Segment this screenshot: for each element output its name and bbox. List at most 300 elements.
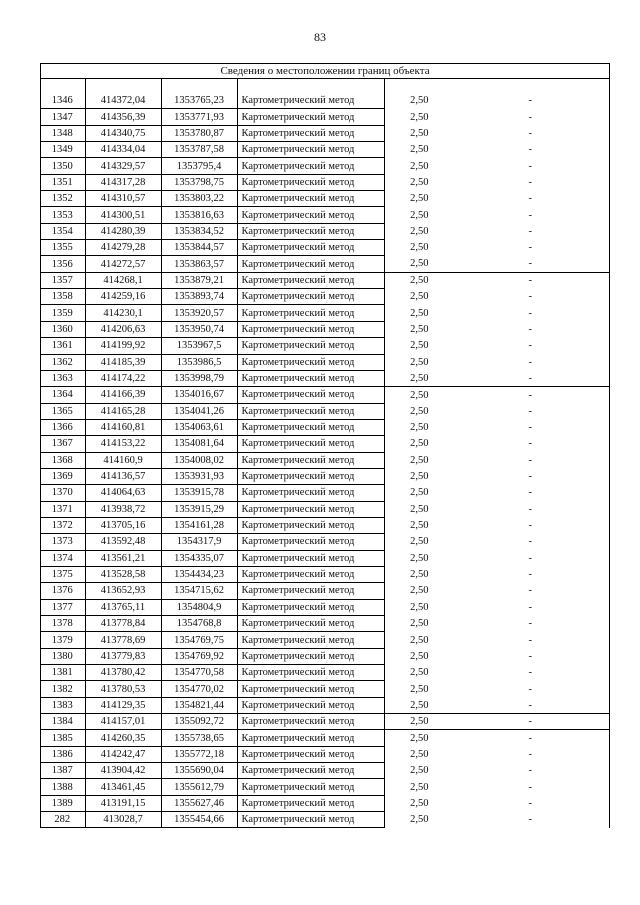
cell-coord-x: 414157,01	[85, 714, 161, 730]
cell-method: Картометрический метод	[237, 354, 384, 370]
cell-method: Картометрический метод	[237, 566, 384, 582]
cell-method: Картометрический метод	[237, 681, 384, 697]
cell-method: Картометрический метод	[237, 697, 384, 713]
cell-point-number: 1372	[40, 517, 85, 533]
cell-method: Картометрический метод	[237, 338, 384, 354]
cell-method: Картометрический метод	[237, 174, 384, 190]
table-row	[40, 583, 610, 599]
cell-accuracy: 2,50	[410, 225, 429, 237]
cell-coord-x: 414372,04	[85, 93, 161, 109]
cell-note: -	[528, 291, 533, 303]
cell-point-number: 1373	[40, 534, 85, 550]
table-row	[40, 665, 610, 681]
cell-point-number: 1369	[40, 468, 85, 484]
cell-method: Картометрический метод	[237, 158, 384, 174]
table-row	[40, 321, 610, 337]
cell-coord-y: 1354770,02	[161, 681, 237, 697]
cell-accuracy: 2,50	[410, 814, 429, 826]
cell-note: -	[528, 111, 533, 123]
cell-note: -	[444, 714, 610, 730]
cell-accuracy: 2,50	[384, 697, 444, 713]
cell-coord-x: 414242,47	[85, 746, 161, 762]
table-row	[40, 354, 610, 370]
cell-note: -	[528, 95, 533, 107]
cell-point-number: 1389	[40, 795, 85, 811]
table-row	[40, 746, 610, 762]
cell-method: Картометрический метод	[237, 648, 384, 664]
table-row	[40, 779, 610, 795]
cell-coord-x: 414272,57	[85, 256, 161, 272]
cell-method: Картометрический метод	[237, 599, 384, 615]
cell-coord-y: 1355092,72	[161, 714, 237, 730]
table-row	[40, 338, 610, 354]
cell-method: Картометрический метод	[237, 207, 384, 223]
table-row	[40, 599, 610, 615]
cell-accuracy: 2,50	[410, 552, 429, 564]
cell-coord-x: 414259,16	[85, 289, 161, 305]
cell-note: -	[528, 405, 533, 417]
table-row	[40, 681, 610, 697]
cell-method: Картометрический метод	[237, 419, 384, 435]
cell-point-number: 1382	[40, 681, 85, 697]
cell-coord-y: 1353795,4	[161, 158, 237, 174]
table-row	[40, 256, 610, 272]
cell-coord-y: 1355627,46	[161, 795, 237, 811]
cell-accuracy: 2,50	[410, 601, 429, 613]
boundary-table-container	[40, 63, 610, 828]
cell-method: Картометрический метод	[237, 436, 384, 452]
cell-method: Картометрический метод	[237, 665, 384, 681]
cell-method: Картометрический метод	[237, 93, 384, 109]
table-spacer-row	[40, 79, 610, 94]
cell-note: -	[528, 471, 533, 483]
cell-method: Картометрический метод	[237, 517, 384, 533]
cell-point-number: 1366	[40, 419, 85, 435]
cell-note: -	[528, 748, 533, 760]
cell-coord-x: 414160,9	[85, 452, 161, 468]
cell-note: -	[528, 667, 533, 679]
cell-note: -	[528, 634, 533, 646]
cell-accuracy: 2,50	[410, 291, 429, 303]
cell-note: -	[528, 487, 533, 499]
cell-coord-x: 413461,45	[85, 779, 161, 795]
cell-accuracy: 2,50	[384, 256, 444, 272]
cell-coord-y: 1353863,57	[161, 256, 237, 272]
cell-note: -	[528, 225, 533, 237]
cell-accuracy: 2,50	[384, 370, 444, 386]
cell-accuracy: 2,50	[410, 389, 429, 401]
cell-coord-x: 414206,63	[85, 321, 161, 337]
table-row	[40, 501, 610, 517]
cell-note: -	[528, 144, 533, 156]
cell-coord-y: 1355612,79	[161, 779, 237, 795]
table-row	[40, 730, 610, 746]
cell-accuracy: 2,50	[410, 618, 429, 630]
cell-coord-x: 413705,16	[85, 517, 161, 533]
cell-method: Картометрический метод	[237, 583, 384, 599]
cell-coord-y: 1353780,87	[161, 125, 237, 141]
cell-point-number: 1374	[40, 550, 85, 566]
cell-coord-x: 413904,42	[85, 763, 161, 779]
cell-note: -	[528, 356, 533, 368]
table-row	[40, 125, 610, 141]
cell-note: -	[528, 552, 533, 564]
cell-coord-x: 414160,81	[85, 419, 161, 435]
cell-point-number: 1354	[40, 223, 85, 239]
cell-point-number: 1385	[40, 730, 85, 746]
cell-note: -	[528, 732, 533, 744]
table-row	[40, 109, 610, 125]
cell-coord-y: 1353816,63	[161, 207, 237, 223]
cell-coord-x: 414300,51	[85, 207, 161, 223]
cell-coord-x: 413778,69	[85, 632, 161, 648]
cell-method: Картометрический метод	[237, 501, 384, 517]
table-row	[40, 436, 610, 452]
table-row	[40, 795, 610, 811]
cell-coord-y: 1353787,58	[161, 142, 237, 158]
table-title: Сведения о местоположении границ объекта	[40, 64, 610, 79]
cell-coord-y: 1354768,8	[161, 616, 237, 632]
cell-point-number: 1376	[40, 583, 85, 599]
cell-point-number: 1347	[40, 109, 85, 125]
table-row	[40, 763, 610, 779]
table-row	[40, 191, 610, 207]
cell-point-number: 1378	[40, 616, 85, 632]
cell-point-number: 1384	[40, 714, 85, 730]
cell-method: Картометрический метод	[237, 125, 384, 141]
cell-accuracy: 2,50	[410, 340, 429, 352]
cell-point-number: 1368	[40, 452, 85, 468]
cell-method: Картометрический метод	[237, 485, 384, 501]
cell-coord-x: 414310,57	[85, 191, 161, 207]
cell-point-number: 1367	[40, 436, 85, 452]
cell-method: Картометрический метод	[237, 272, 384, 288]
cell-point-number: 1388	[40, 779, 85, 795]
cell-point-number: 1352	[40, 191, 85, 207]
cell-note: -	[528, 683, 533, 695]
cell-note: -	[528, 814, 533, 826]
cell-note: -	[528, 585, 533, 597]
cell-method: Картометрический метод	[237, 321, 384, 337]
cell-coord-y: 1354434,23	[161, 566, 237, 582]
cell-accuracy: 2,50	[410, 650, 429, 662]
cell-point-number: 1359	[40, 305, 85, 321]
table-row	[40, 632, 610, 648]
cell-method: Картометрический метод	[237, 763, 384, 779]
cell-accuracy: 2,50	[410, 127, 429, 139]
cell-coord-y: 1353834,52	[161, 223, 237, 239]
cell-method: Картометрический метод	[237, 191, 384, 207]
cell-note: -	[528, 569, 533, 581]
cell-point-number: 1363	[40, 370, 85, 386]
table-row	[40, 93, 610, 109]
cell-coord-y: 1353844,57	[161, 240, 237, 256]
cell-coord-x: 414334,04	[85, 142, 161, 158]
cell-point-number: 1375	[40, 566, 85, 582]
cell-coord-y: 1354770,58	[161, 665, 237, 681]
cell-coord-y: 1353998,79	[161, 370, 237, 386]
cell-coord-y: 1354335,07	[161, 550, 237, 566]
cell-accuracy: 2,50	[410, 275, 429, 287]
cell-accuracy: 2,50	[384, 714, 444, 730]
cell-method: Картометрический метод	[237, 403, 384, 419]
table-row	[40, 207, 610, 223]
page-number: 83	[314, 30, 326, 44]
cell-method: Картометрический метод	[237, 468, 384, 484]
cell-point-number: 1387	[40, 763, 85, 779]
cell-note: -	[528, 797, 533, 809]
table-row	[40, 289, 610, 305]
boundary-coordinates-table	[40, 63, 610, 828]
cell-method: Картометрический метод	[237, 812, 384, 828]
cell-note: -	[528, 340, 533, 352]
cell-coord-x: 414153,22	[85, 436, 161, 452]
table-row	[40, 534, 610, 550]
cell-coord-y: 1355454,66	[161, 812, 237, 828]
cell-method: Картометрический метод	[237, 109, 384, 125]
cell-point-number: 1346	[40, 93, 85, 109]
cell-point-number: 1357	[40, 272, 85, 288]
cell-accuracy: 2,50	[410, 405, 429, 417]
cell-accuracy: 2,50	[410, 487, 429, 499]
cell-method: Картометрический метод	[237, 223, 384, 239]
cell-note: -	[528, 160, 533, 172]
table-row	[40, 697, 610, 713]
cell-point-number: 282	[40, 812, 85, 828]
table-row	[40, 468, 610, 484]
cell-accuracy: 2,50	[410, 242, 429, 254]
cell-coord-y: 1353950,74	[161, 321, 237, 337]
cell-accuracy: 2,50	[410, 503, 429, 515]
cell-method: Картометрический метод	[237, 289, 384, 305]
cell-coord-x: 414340,75	[85, 125, 161, 141]
cell-accuracy: 2,50	[410, 732, 429, 744]
table-row	[40, 616, 610, 632]
cell-coord-y: 1353967,5	[161, 338, 237, 354]
cell-accuracy: 2,50	[410, 144, 429, 156]
cell-accuracy: 2,50	[410, 536, 429, 548]
table-row	[40, 714, 610, 730]
cell-point-number: 1350	[40, 158, 85, 174]
cell-note: -	[528, 781, 533, 793]
cell-note: -	[528, 520, 533, 532]
cell-coord-x: 414317,28	[85, 174, 161, 190]
cell-note: -	[528, 275, 533, 287]
table-row	[40, 223, 610, 239]
cell-note: -	[528, 323, 533, 335]
cell-accuracy: 2,50	[410, 585, 429, 597]
cell-coord-x: 413938,72	[85, 501, 161, 517]
cell-note: -	[528, 307, 533, 319]
cell-coord-x: 414165,28	[85, 403, 161, 419]
table-row	[40, 419, 610, 435]
cell-coord-x: 413528,58	[85, 566, 161, 582]
cell-method: Картометрический метод	[237, 795, 384, 811]
table-row	[40, 403, 610, 419]
cell-coord-y: 1355738,65	[161, 730, 237, 746]
cell-accuracy: 2,50	[410, 748, 429, 760]
cell-point-number: 1355	[40, 240, 85, 256]
cell-coord-y: 1354063,61	[161, 419, 237, 435]
cell-coord-x: 413191,15	[85, 795, 161, 811]
cell-method: Картометрический метод	[237, 142, 384, 158]
table-row	[40, 566, 610, 582]
cell-coord-x: 413592,48	[85, 534, 161, 550]
cell-coord-x: 414129,35	[85, 697, 161, 713]
cell-accuracy: 2,50	[410, 667, 429, 679]
cell-method: Картометрический метод	[237, 452, 384, 468]
cell-method: Картометрический метод	[237, 779, 384, 795]
cell-coord-y: 1353803,22	[161, 191, 237, 207]
table-row	[40, 142, 610, 158]
cell-coord-y: 1354081,64	[161, 436, 237, 452]
cell-coord-x: 414185,39	[85, 354, 161, 370]
cell-coord-x: 414230,1	[85, 305, 161, 321]
cell-accuracy: 2,50	[410, 422, 429, 434]
cell-point-number: 1362	[40, 354, 85, 370]
cell-note: -	[528, 618, 533, 630]
cell-point-number: 1356	[40, 256, 85, 272]
cell-point-number: 1377	[40, 599, 85, 615]
cell-accuracy: 2,50	[410, 471, 429, 483]
cell-point-number: 1348	[40, 125, 85, 141]
cell-note: -	[528, 422, 533, 434]
cell-accuracy: 2,50	[410, 323, 429, 335]
table-row	[40, 370, 610, 386]
table-row	[40, 812, 610, 828]
cell-method: Картометрический метод	[237, 387, 384, 403]
table-row	[40, 550, 610, 566]
table-body	[40, 79, 610, 828]
cell-point-number: 1351	[40, 174, 85, 190]
cell-coord-x: 413779,83	[85, 648, 161, 664]
cell-method: Картометрический метод	[237, 746, 384, 762]
cell-point-number: 1358	[40, 289, 85, 305]
cell-note: -	[528, 242, 533, 254]
cell-method: Картометрический метод	[237, 632, 384, 648]
cell-point-number: 1365	[40, 403, 85, 419]
cell-point-number: 1370	[40, 485, 85, 501]
cell-accuracy: 2,50	[410, 160, 429, 172]
cell-point-number: 1361	[40, 338, 85, 354]
cell-coord-y: 1353986,5	[161, 354, 237, 370]
cell-coord-y: 1354715,62	[161, 583, 237, 599]
cell-coord-y: 1353915,29	[161, 501, 237, 517]
cell-coord-x: 414329,57	[85, 158, 161, 174]
cell-note: -	[528, 454, 533, 466]
cell-coord-y: 1353765,23	[161, 93, 237, 109]
cell-accuracy: 2,50	[410, 209, 429, 221]
cell-accuracy: 2,50	[410, 797, 429, 809]
cell-method: Картометрический метод	[237, 240, 384, 256]
table-row	[40, 387, 610, 403]
cell-method: Картометрический метод	[237, 730, 384, 746]
cell-accuracy: 2,50	[410, 111, 429, 123]
cell-accuracy: 2,50	[410, 307, 429, 319]
cell-note: -	[528, 536, 533, 548]
cell-accuracy: 2,50	[410, 683, 429, 695]
cell-point-number: 1349	[40, 142, 85, 158]
cell-method: Картометрический метод	[237, 534, 384, 550]
cell-note: -	[528, 650, 533, 662]
cell-coord-x: 414166,39	[85, 387, 161, 403]
cell-note: -	[528, 601, 533, 613]
cell-note: -	[528, 127, 533, 139]
cell-point-number: 1386	[40, 746, 85, 762]
cell-point-number: 1364	[40, 387, 85, 403]
cell-accuracy: 2,50	[410, 438, 429, 450]
cell-coord-x: 413765,11	[85, 599, 161, 615]
cell-point-number: 1383	[40, 697, 85, 713]
cell-coord-y: 1355690,04	[161, 763, 237, 779]
table-row	[40, 485, 610, 501]
cell-point-number: 1381	[40, 665, 85, 681]
cell-coord-x: 414280,39	[85, 223, 161, 239]
cell-coord-y: 1353915,78	[161, 485, 237, 501]
cell-note: -	[444, 370, 610, 386]
cell-accuracy: 2,50	[410, 569, 429, 581]
cell-method: Картометрический метод	[237, 370, 384, 386]
cell-accuracy: 2,50	[410, 176, 429, 188]
cell-coord-y: 1353771,93	[161, 109, 237, 125]
cell-coord-x: 414174,22	[85, 370, 161, 386]
cell-point-number: 1371	[40, 501, 85, 517]
cell-coord-y: 1354769,92	[161, 648, 237, 664]
table-row	[40, 158, 610, 174]
cell-method: Картометрический метод	[237, 305, 384, 321]
cell-accuracy: 2,50	[410, 95, 429, 107]
cell-method: Картометрический метод	[237, 550, 384, 566]
cell-coord-x: 414356,39	[85, 109, 161, 125]
table-row	[40, 272, 610, 288]
table-row	[40, 305, 610, 321]
cell-method: Картометрический метод	[237, 714, 384, 730]
cell-coord-y: 1354161,28	[161, 517, 237, 533]
cell-coord-y: 1354016,67	[161, 387, 237, 403]
cell-note: -	[528, 209, 533, 221]
cell-coord-x: 413778,84	[85, 616, 161, 632]
cell-accuracy: 2,50	[410, 520, 429, 532]
cell-note: -	[528, 503, 533, 515]
cell-accuracy: 2,50	[410, 781, 429, 793]
cell-coord-y: 1353920,57	[161, 305, 237, 321]
cell-coord-y: 1353893,74	[161, 289, 237, 305]
cell-coord-y: 1354821,44	[161, 697, 237, 713]
cell-coord-x: 413780,53	[85, 681, 161, 697]
table-row	[40, 174, 610, 190]
cell-coord-y: 1354317,9	[161, 534, 237, 550]
cell-note: -	[528, 176, 533, 188]
cell-method: Картометрический метод	[237, 256, 384, 272]
table-row	[40, 648, 610, 664]
cell-accuracy: 2,50	[410, 634, 429, 646]
cell-coord-y: 1353879,21	[161, 272, 237, 288]
cell-coord-y: 1353798,75	[161, 174, 237, 190]
cell-note: -	[528, 389, 533, 401]
table-row	[40, 240, 610, 256]
cell-coord-x: 414136,57	[85, 468, 161, 484]
cell-accuracy: 2,50	[410, 356, 429, 368]
cell-coord-y: 1354804,9	[161, 599, 237, 615]
cell-coord-y: 1354769,75	[161, 632, 237, 648]
cell-coord-x: 414268,1	[85, 272, 161, 288]
cell-note: -	[528, 193, 533, 205]
cell-coord-x: 414260,35	[85, 730, 161, 746]
cell-method: Картометрический метод	[237, 616, 384, 632]
cell-accuracy: 2,50	[410, 765, 429, 777]
cell-point-number: 1379	[40, 632, 85, 648]
cell-coord-x: 413561,21	[85, 550, 161, 566]
